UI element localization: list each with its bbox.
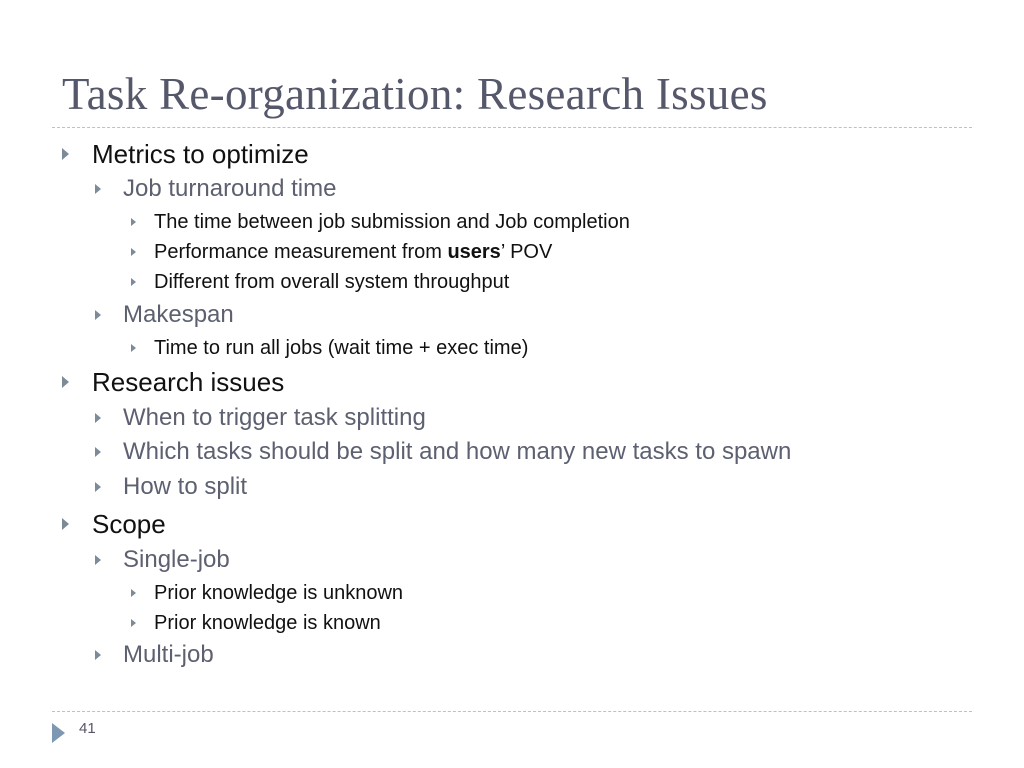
triangle-bullet-icon bbox=[131, 619, 136, 627]
footer-divider bbox=[52, 711, 972, 712]
bullet-text: When to trigger task splitting bbox=[123, 404, 426, 431]
slide-number: 41 bbox=[79, 720, 96, 737]
triangle-bullet-icon bbox=[95, 413, 101, 423]
bullet-research-which bbox=[123, 438, 791, 466]
bullet-text: Scope bbox=[92, 509, 166, 539]
triangle-bullet-icon bbox=[62, 376, 69, 388]
bullet-metrics bbox=[92, 139, 309, 170]
triangle-bullet-icon bbox=[62, 148, 69, 160]
triangle-bullet-icon bbox=[95, 555, 101, 565]
bullet-turnaround-throughput bbox=[154, 271, 509, 294]
triangle-bullet-icon bbox=[131, 278, 136, 286]
triangle-bullet-icon bbox=[131, 589, 136, 597]
bullet-text: Which tasks should be split and how many new tasks to spawn bbox=[123, 438, 792, 465]
triangle-bullet-icon bbox=[95, 650, 101, 660]
bullet-multi-job bbox=[123, 641, 214, 669]
bullet-text: Different from overall system throughput bbox=[154, 271, 510, 293]
triangle-marker-icon bbox=[52, 723, 65, 743]
bullet-research-when bbox=[123, 404, 426, 432]
bullet-text: Single-job bbox=[123, 546, 230, 573]
bullet-research-issues bbox=[92, 367, 284, 398]
triangle-bullet-icon bbox=[95, 184, 101, 194]
triangle-bullet-icon bbox=[131, 218, 136, 226]
bullet-research-how bbox=[123, 473, 247, 501]
triangle-bullet-icon bbox=[131, 248, 136, 256]
bullet-turnaround bbox=[123, 175, 336, 203]
bullet-text: Job turnaround time bbox=[123, 175, 337, 202]
bullet-single-job bbox=[123, 546, 230, 574]
bullet-turnaround-pov bbox=[154, 241, 552, 264]
bullet-text: The time between job submission and Job completion bbox=[154, 211, 630, 233]
bullet-text: Prior knowledge is unknown bbox=[154, 582, 404, 604]
bullet-turnaround-definition bbox=[154, 211, 630, 234]
bullet-text: Research issues bbox=[92, 367, 285, 397]
triangle-bullet-icon bbox=[95, 447, 101, 457]
bullet-single-job-unknown bbox=[154, 582, 403, 605]
bullet-text-post: ’ POV bbox=[500, 241, 553, 263]
triangle-bullet-icon bbox=[95, 310, 101, 320]
bullet-text: Makespan bbox=[123, 301, 234, 328]
bullet-text: Metrics to optimize bbox=[92, 139, 309, 169]
bullet-makespan-definition bbox=[154, 337, 528, 360]
bullet-makespan bbox=[123, 301, 234, 329]
bullet-text: How to split bbox=[123, 473, 248, 500]
bullet-text-pre: Performance measurement from bbox=[154, 241, 448, 263]
triangle-bullet-icon bbox=[131, 344, 136, 352]
triangle-bullet-icon bbox=[62, 518, 69, 530]
bullet-text: Multi-job bbox=[123, 641, 214, 668]
bullet-text: Time to run all jobs (wait time + exec time) bbox=[154, 337, 529, 359]
bullet-text-bold: users bbox=[447, 241, 501, 263]
bullet-scope bbox=[92, 509, 166, 540]
bullet-text: Prior knowledge is known bbox=[154, 612, 381, 634]
bullet-single-job-known bbox=[154, 612, 381, 635]
slide-title: Task Re-organization: Research Issues bbox=[62, 69, 768, 119]
title-divider bbox=[52, 127, 972, 128]
triangle-bullet-icon bbox=[95, 482, 101, 492]
